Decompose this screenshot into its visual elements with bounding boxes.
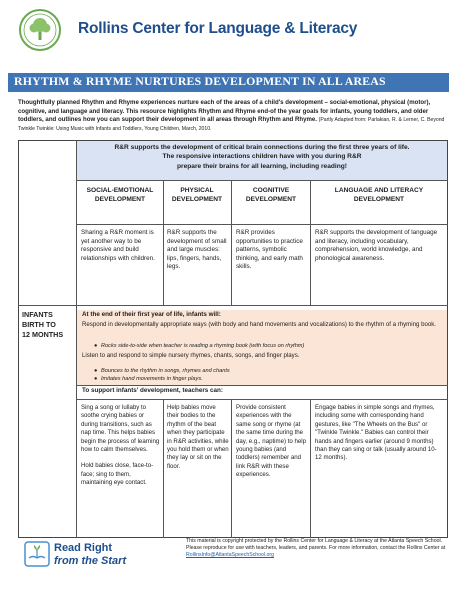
intro-paragraph bbox=[18, 99, 446, 133]
age-label-line3: 12 MONTHS bbox=[22, 330, 64, 339]
goal-example-rocks-text: Rocks side-to-side when teacher is reading a rhyming book (with focus on rhythm) bbox=[101, 343, 305, 349]
grid-line bbox=[18, 305, 448, 306]
teacher-strategy-social-emotional bbox=[81, 404, 161, 488]
goal-example-rocks bbox=[94, 343, 304, 349]
brand-line1: Read Right bbox=[54, 542, 113, 554]
col-text-cognitive: R&R provides opportunities to practice patterns, symbolic thinking, and early math skills. bbox=[236, 229, 303, 271]
intro-text: Thoughtfully planned Rhythm and Rhyme experiences nurture each of the areas of a child's development – social-emotional, physical (motor), cognitive, and language and literacy. This resource highlights Rhythm and Rhyme end-of the year goals for infants, young toddlers, and older toddlers, and outlines how you can support their development in all areas through Rhythm and Rhyme. bbox=[18, 99, 431, 124]
goal-example-bounces bbox=[94, 368, 230, 374]
copyright-notice bbox=[186, 538, 448, 560]
goal-example-bounces-text: Bounces to the rhythm in songs, rhymes and chants bbox=[101, 368, 230, 374]
grid-line bbox=[76, 385, 448, 386]
copyright-text: This material is copyright protected by the Rollins Center for Language & Literacy at the Atlanta Speech School. Please reproduce for use with teachers, leaders, and parents. For more information, contact the Rollins Center at bbox=[186, 538, 446, 552]
goal-respond: Respond in developmentally appropriate ways (with body and hand movements and vocalizations) to the rhythm of a rhyming book. bbox=[82, 321, 436, 328]
grid-line bbox=[76, 224, 448, 225]
col-header-language-literacy: LANGUAGE AND LITERACY DEVELOPMENT bbox=[334, 187, 424, 204]
col-header-physical: PHYSICAL DEVELOPMENT bbox=[171, 187, 223, 204]
grid-line bbox=[231, 399, 232, 538]
col-header-cognitive: COGNITIVE DEVELOPMENT bbox=[245, 187, 297, 204]
goal-listen: Listen to and respond to simple nursery rhymes, chants, songs, and finger plays. bbox=[82, 352, 300, 359]
grid-line bbox=[76, 399, 448, 400]
rollins-tree-logo bbox=[18, 8, 62, 52]
org-title: Rollins Center for Language & Literacy bbox=[78, 20, 358, 37]
brand-line2: from the Start bbox=[54, 555, 127, 567]
rr-summary-line3: prepare their brains for all learning, including reading! bbox=[176, 162, 347, 170]
teacher-strategy-soothe: Sing a song or lullaby to soothe crying babies or during transitions, such as nap time. This helps babies begin the process of learning how to calm themselves. bbox=[81, 404, 160, 454]
open-book-icon bbox=[24, 541, 50, 567]
page-title: RHYTHM & RHYME NURTURES DEVELOPMENT IN ALL AREAS bbox=[14, 74, 386, 88]
grid-line bbox=[310, 180, 311, 305]
end-of-year-lead: At the end of their first year of life, infants will: bbox=[82, 311, 221, 318]
intro-citation: (Partly Adapted from: Parlakian, R. & Lerner, C. Beyond Twinkle Twinkle: Using Music with Infants and Toddlers, Young Children, March, 2010. bbox=[18, 117, 445, 132]
teacher-strategy-physical: Help babies move their bodies to the rhythm of the beat when they participate in R&R activities, while you hold them or when they lay or sit on the floor. bbox=[167, 404, 229, 470]
grid-line bbox=[231, 180, 232, 305]
goal-example-imitates bbox=[94, 376, 203, 382]
support-lead: To support infants' development, teachers can: bbox=[82, 387, 223, 394]
rr-summary-line2: The responsive interactions children have with you during R&R bbox=[162, 153, 362, 161]
col-text-language-literacy: R&R supports the development of language and literacy, including vocabulary, comprehension, world knowledge, and phonological awareness. bbox=[315, 229, 438, 262]
grid-line bbox=[163, 180, 164, 305]
grid-line bbox=[163, 399, 164, 538]
bullet-icon: ● bbox=[94, 368, 98, 374]
bullet-icon: ● bbox=[94, 343, 98, 349]
teacher-strategy-cognitive: Provide consistent experiences with the same song or rhyme (at the same time during the day, e.g., naptime) to help young babies (and toddlers) remember and link R&R with these experiences. bbox=[236, 404, 307, 479]
rr-summary-line1: R&R supports the development of critical brain connections during the first three years of life. bbox=[114, 144, 410, 151]
col-text-social-emotional: Sharing a R&R moment is yet another way to be responsive and build relationships with children. bbox=[81, 229, 155, 262]
bullet-icon: ● bbox=[94, 376, 98, 382]
teacher-strategy-language-literacy: Engage babies in simple songs and rhymes, including some with corresponding hand gestures, like "The Wheels on the Bus" or "Twinkle Twinkle." Babies can control their hands and fingers earlier (around 9 months) than they can sing or talk (usually around 10-12 months). bbox=[315, 404, 437, 462]
goal-example-imitates-text: Imitates hand movements in finger plays. bbox=[101, 376, 203, 382]
col-text-physical: R&R supports the development of small and large muscles: lips, fingers, hands, legs. bbox=[167, 229, 227, 271]
age-label-line2: BIRTH TO bbox=[22, 320, 56, 329]
contact-email-link[interactable]: RollinsInfo@AtlantaSpeechSchool.org bbox=[186, 552, 275, 559]
col-header-social-emotional: SOCIAL-EMOTIONAL DEVELOPMENT bbox=[86, 187, 154, 204]
grid-line bbox=[310, 399, 311, 538]
teacher-strategy-face-to-face: Hold babies close, face-to-face; sing to them, maintaining eye contact. bbox=[81, 462, 154, 487]
age-group-label bbox=[22, 310, 63, 340]
rr-summary-text bbox=[77, 143, 447, 171]
age-label-line1: INFANTS bbox=[22, 310, 53, 319]
grid-line bbox=[76, 180, 448, 181]
